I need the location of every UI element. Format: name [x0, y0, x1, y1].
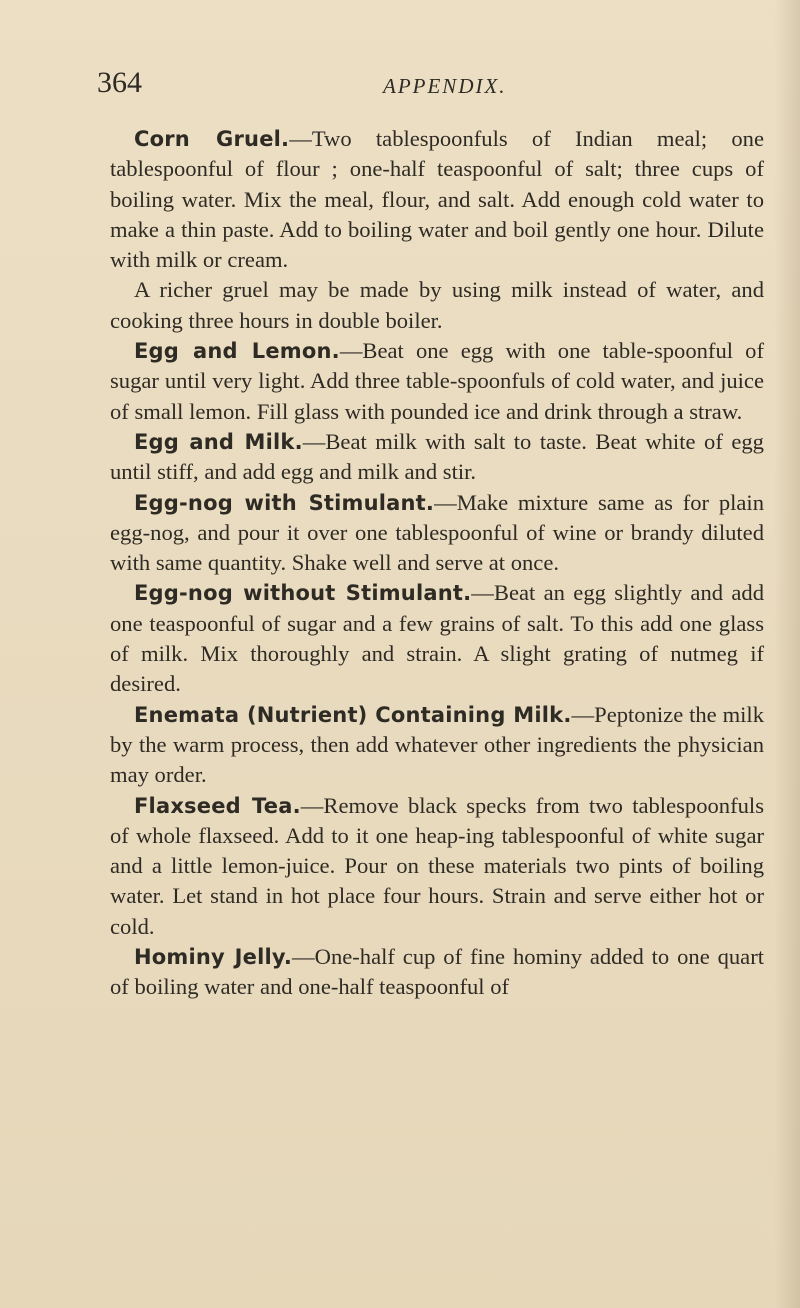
entry-egg-and-lemon [110, 336, 764, 427]
entry-egg-nog-with-stimulant [110, 488, 764, 579]
entry-title: Corn Gruel. [134, 127, 290, 151]
entry-text: —Beat an egg slightly and add one teaspoonful of sugar and a few grains of salt. To this add one glass of milk. Mix thoroughly and strain. A slight grating of nutmeg if desired. [110, 580, 765, 697]
page-body [110, 124, 764, 1003]
running-head: APPENDIX. [383, 74, 507, 98]
entry-flaxseed-tea [110, 791, 764, 942]
entry-text: —Beat one egg with one table-spoonful of sugar until very light. Add three table-spoonfuls of cold water, and juice of small lemon. Fill glass with pounded ice and drink through a straw. [110, 338, 764, 424]
entry-enemata [110, 700, 764, 791]
entry-text: —One-half cup of fine hominy added to one quart of boiling water and one-half teaspoonful of [110, 944, 765, 1000]
entry-title: Enemata (Nutrient) Containing Milk. [134, 702, 572, 727]
entry-title: Egg and Lemon. [134, 339, 340, 364]
entry-hominy-jelly [110, 942, 764, 1003]
page-edge-shadow [774, 0, 800, 1308]
entry-text: —Beat milk with salt to taste. Beat white of egg until stiff, and add egg and milk and stir. [110, 428, 764, 485]
entry-text: —Peptonize the milk by the warm process, then add whatever other ingredients the physician may order. [110, 701, 765, 788]
entry-title: Egg-nog with Stimulant. [134, 490, 435, 515]
entry-text: —Make mixture same as for plain egg-nog, and pour it over one tablespoonful of wine or brandy diluted with same quantity. Shake well and serve at once. [110, 489, 764, 576]
entry-title: Egg and Milk. [134, 429, 303, 454]
page-number: 364 [97, 66, 142, 99]
entry-title: Flaxseed Tea. [134, 793, 301, 818]
page-header [97, 66, 757, 106]
entry-text: A richer gruel may be made by using milk instead of water, and cooking three hours in double boiler. [110, 277, 764, 333]
entry-corn-gruel [110, 124, 764, 275]
entry-title: Hominy Jelly. [134, 945, 293, 970]
entry-egg-nog-without-stimulant [110, 578, 764, 699]
entry-richer-gruel [110, 275, 764, 336]
entry-text: —Remove black specks from two tablespoonfuls of whole flaxseed. Add to it one heap-ing tablespoonful of white sugar and a little lemon-juice. Pour on these materials two pints of boiling water. Let stand in hot place four hours. Strain and serve either hot or cold. [110, 792, 764, 939]
entry-text: —Two tablespoonfuls of Indian meal; one tablespoonful of flour ; one-half teaspoonful of salt; three cups of boiling water. Mix the meal, flour, and salt. Add enough cold water to make a thin paste. Add to boiling water and boil gently one hour. Dilute with milk or cream. [110, 126, 764, 273]
entry-title: Egg-nog without Stimulant. [134, 581, 472, 606]
entry-egg-and-milk [110, 427, 764, 488]
